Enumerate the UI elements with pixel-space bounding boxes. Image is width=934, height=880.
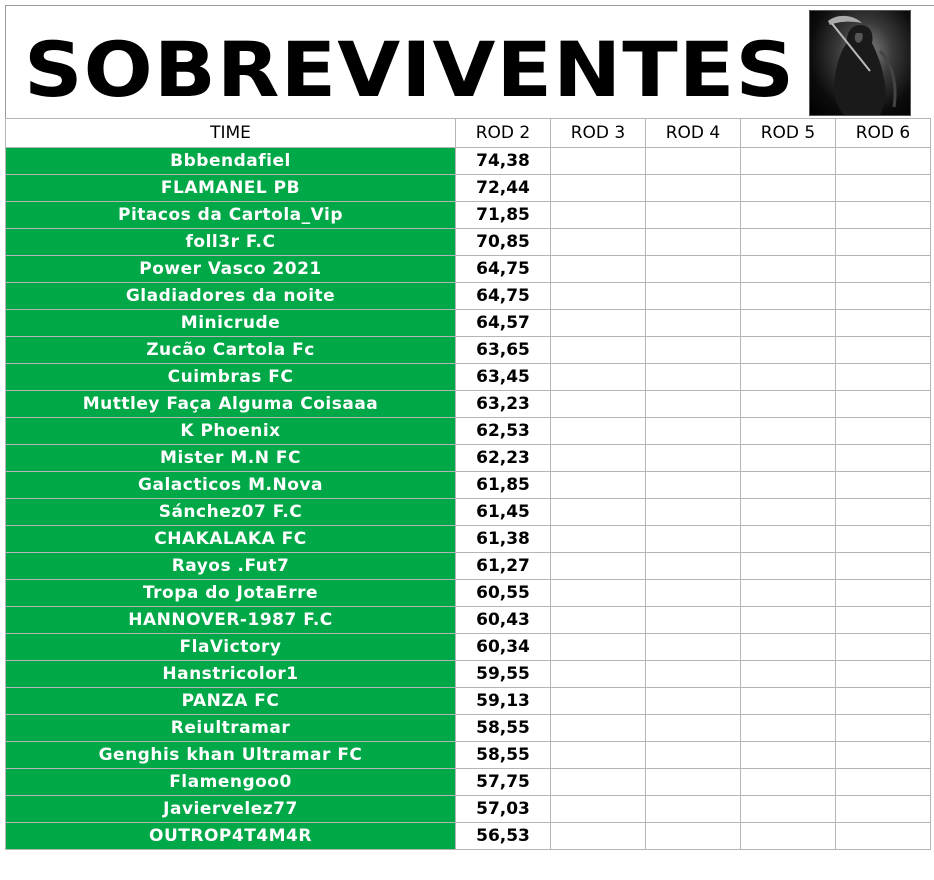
rod-6-cell[interactable] — [836, 337, 931, 364]
rod-4-cell[interactable] — [646, 607, 741, 634]
rod-3-cell[interactable] — [551, 202, 646, 229]
rod-5-cell[interactable] — [741, 148, 836, 175]
rod-6-cell[interactable] — [836, 607, 931, 634]
team-cell[interactable]: CHAKALAKA FC — [6, 526, 456, 553]
rod-6-cell[interactable] — [836, 580, 931, 607]
team-cell[interactable]: Galacticos M.Nova — [6, 472, 456, 499]
rod-4-cell[interactable] — [646, 499, 741, 526]
rod-5-cell[interactable] — [741, 310, 836, 337]
team-cell[interactable]: HANNOVER-1987 F.C — [6, 607, 456, 634]
rod-3-cell[interactable] — [551, 499, 646, 526]
rod2-score-cell[interactable]: 60,55 — [456, 580, 551, 607]
rod-5-cell[interactable] — [741, 580, 836, 607]
rod-3-cell[interactable] — [551, 823, 646, 850]
table-row — [6, 148, 931, 175]
rod-5-cell[interactable] — [741, 688, 836, 715]
rod2-score-cell[interactable]: 60,43 — [456, 607, 551, 634]
rod-4-cell[interactable] — [646, 688, 741, 715]
rod2-score-cell[interactable]: 64,57 — [456, 310, 551, 337]
rod-5-cell[interactable] — [741, 553, 836, 580]
rod-5-cell[interactable] — [741, 607, 836, 634]
rod-3-cell[interactable] — [551, 229, 646, 256]
rod-4-cell[interactable] — [646, 337, 741, 364]
rod-3-cell[interactable] — [551, 580, 646, 607]
table-row — [6, 202, 931, 229]
rod2-score-cell[interactable]: 61,85 — [456, 472, 551, 499]
rod-4-cell[interactable] — [646, 310, 741, 337]
table-row — [6, 607, 931, 634]
rod-3-cell[interactable] — [551, 553, 646, 580]
rod2-score-cell[interactable]: 61,45 — [456, 499, 551, 526]
rod-6-cell[interactable] — [836, 418, 931, 445]
rod-3-cell[interactable] — [551, 256, 646, 283]
team-cell[interactable]: FlaVictory — [6, 634, 456, 661]
rod2-score-cell[interactable]: 58,55 — [456, 742, 551, 769]
reaper-figure-icon — [810, 11, 910, 115]
table-row — [6, 634, 931, 661]
table-row — [6, 661, 931, 688]
rod-6-cell[interactable] — [836, 256, 931, 283]
rod-5-cell[interactable] — [741, 445, 836, 472]
rod-4-cell[interactable] — [646, 715, 741, 742]
rod-5-cell[interactable] — [741, 364, 836, 391]
rod-4-cell[interactable] — [646, 283, 741, 310]
rod-3-cell[interactable] — [551, 742, 646, 769]
rod-4-cell[interactable] — [646, 823, 741, 850]
rod-3-cell[interactable] — [551, 661, 646, 688]
rod-5-cell[interactable] — [741, 256, 836, 283]
table-row — [6, 391, 931, 418]
rod2-score-cell[interactable]: 59,55 — [456, 661, 551, 688]
table-row — [6, 796, 931, 823]
rod-4-cell[interactable] — [646, 148, 741, 175]
table-row — [6, 229, 931, 256]
rod2-score-cell[interactable]: 62,53 — [456, 418, 551, 445]
rod-4-cell[interactable] — [646, 256, 741, 283]
rod2-score-cell[interactable]: 61,38 — [456, 526, 551, 553]
rod2-score-cell[interactable]: 61,27 — [456, 553, 551, 580]
table-row — [6, 499, 931, 526]
rod-4-cell[interactable] — [646, 661, 741, 688]
rod2-score-cell[interactable]: 62,23 — [456, 445, 551, 472]
rod-4-cell[interactable] — [646, 769, 741, 796]
rod-6-cell[interactable] — [836, 796, 931, 823]
team-cell[interactable]: Tropa do JotaErre — [6, 580, 456, 607]
table-row — [6, 418, 931, 445]
team-cell[interactable]: Hanstricolor1 — [6, 661, 456, 688]
rod2-score-cell[interactable]: 70,85 — [456, 229, 551, 256]
rod-5-cell[interactable] — [741, 391, 836, 418]
rod-6-cell[interactable] — [836, 661, 931, 688]
header-rod-6[interactable]: ROD 6 — [836, 119, 931, 148]
rod2-score-cell[interactable]: 64,75 — [456, 283, 551, 310]
rod-5-cell[interactable] — [741, 769, 836, 796]
rod-6-cell[interactable] — [836, 229, 931, 256]
rod-6-cell[interactable] — [836, 472, 931, 499]
header-time[interactable]: TIME — [6, 119, 456, 148]
rod-5-cell[interactable] — [741, 229, 836, 256]
rod-5-cell[interactable] — [741, 337, 836, 364]
team-cell[interactable]: Mister M.N FC — [6, 445, 456, 472]
team-cell[interactable]: Flamengoo0 — [6, 769, 456, 796]
rod-4-cell[interactable] — [646, 202, 741, 229]
rod-4-cell[interactable] — [646, 742, 741, 769]
rod2-score-cell[interactable]: 71,85 — [456, 202, 551, 229]
rod-6-cell[interactable] — [836, 553, 931, 580]
rod-3-cell[interactable] — [551, 688, 646, 715]
rod-6-cell[interactable] — [836, 175, 931, 202]
rod2-score-cell[interactable]: 63,65 — [456, 337, 551, 364]
rod-6-cell[interactable] — [836, 364, 931, 391]
rod-5-cell[interactable] — [741, 499, 836, 526]
table-row — [6, 445, 931, 472]
rod-3-cell[interactable] — [551, 715, 646, 742]
header-rod-2[interactable]: ROD 2 — [456, 119, 551, 148]
team-cell[interactable]: Gladiadores da noite — [6, 283, 456, 310]
table-row — [6, 715, 931, 742]
reaper-image — [809, 10, 911, 116]
standings-table — [5, 118, 931, 850]
table-row — [6, 472, 931, 499]
rod-6-cell[interactable] — [836, 742, 931, 769]
team-cell[interactable]: Sánchez07 F.C — [6, 499, 456, 526]
table-row — [6, 526, 931, 553]
rod-3-cell[interactable] — [551, 418, 646, 445]
rod-4-cell[interactable] — [646, 445, 741, 472]
team-cell[interactable]: FLAMANEL PB — [6, 175, 456, 202]
rod-4-cell[interactable] — [646, 553, 741, 580]
rod-6-cell[interactable] — [836, 499, 931, 526]
rod-3-cell[interactable] — [551, 445, 646, 472]
rod-4-cell[interactable] — [646, 580, 741, 607]
rod-3-cell[interactable] — [551, 769, 646, 796]
rod-3-cell[interactable] — [551, 148, 646, 175]
rod-6-cell[interactable] — [836, 391, 931, 418]
team-cell[interactable]: Rayos .Fut7 — [6, 553, 456, 580]
rod2-score-cell[interactable]: 58,55 — [456, 715, 551, 742]
rod-4-cell[interactable] — [646, 391, 741, 418]
rod-5-cell[interactable] — [741, 418, 836, 445]
rod-5-cell[interactable] — [741, 175, 836, 202]
page-title: SOBREVIVENTES — [24, 25, 796, 114]
team-cell[interactable]: Zucão Cartola Fc — [6, 337, 456, 364]
rod-4-cell[interactable] — [646, 796, 741, 823]
table-row — [6, 364, 931, 391]
rod-3-cell[interactable] — [551, 337, 646, 364]
rod-6-cell[interactable] — [836, 823, 931, 850]
rod-5-cell[interactable] — [741, 742, 836, 769]
rod-3-cell[interactable] — [551, 607, 646, 634]
header-rod-3[interactable]: ROD 3 — [551, 119, 646, 148]
table-row — [6, 580, 931, 607]
rod-3-cell[interactable] — [551, 526, 646, 553]
rod-6-cell[interactable] — [836, 445, 931, 472]
table-row — [6, 175, 931, 202]
rod-4-cell[interactable] — [646, 175, 741, 202]
rod-6-cell[interactable] — [836, 715, 931, 742]
rod-4-cell[interactable] — [646, 472, 741, 499]
team-cell[interactable]: Cuimbras FC — [6, 364, 456, 391]
rod2-score-cell[interactable]: 63,23 — [456, 391, 551, 418]
table-row — [6, 283, 931, 310]
rod-3-cell[interactable] — [551, 364, 646, 391]
header-rod-5[interactable]: ROD 5 — [741, 119, 836, 148]
rod-5-cell[interactable] — [741, 283, 836, 310]
rod-5-cell[interactable] — [741, 661, 836, 688]
rod-3-cell[interactable] — [551, 634, 646, 661]
rod-5-cell[interactable] — [741, 472, 836, 499]
rod2-score-cell[interactable]: 56,53 — [456, 823, 551, 850]
team-cell[interactable]: Pitacos da Cartola_Vip — [6, 202, 456, 229]
rod-6-cell[interactable] — [836, 202, 931, 229]
rod2-score-cell[interactable]: 59,13 — [456, 688, 551, 715]
rod-6-cell[interactable] — [836, 148, 931, 175]
team-cell[interactable]: PANZA FC — [6, 688, 456, 715]
table-row — [6, 769, 931, 796]
team-cell[interactable]: K Phoenix — [6, 418, 456, 445]
table-row — [6, 688, 931, 715]
rod2-score-cell[interactable]: 57,03 — [456, 796, 551, 823]
rod-4-cell[interactable] — [646, 364, 741, 391]
rod-3-cell[interactable] — [551, 310, 646, 337]
team-cell[interactable]: foll3r F.C — [6, 229, 456, 256]
team-cell[interactable]: Javiervelez77 — [6, 796, 456, 823]
rod-5-cell[interactable] — [741, 202, 836, 229]
rod2-score-cell[interactable]: 57,75 — [456, 769, 551, 796]
team-cell[interactable]: Muttley Faça Alguma Coisaaa — [6, 391, 456, 418]
rod2-score-cell[interactable]: 63,45 — [456, 364, 551, 391]
rod-5-cell[interactable] — [741, 796, 836, 823]
rod-3-cell[interactable] — [551, 472, 646, 499]
team-cell[interactable]: Reiultramar — [6, 715, 456, 742]
table-row — [6, 256, 931, 283]
table-row — [6, 337, 931, 364]
header-rod-4[interactable]: ROD 4 — [646, 119, 741, 148]
rod-5-cell[interactable] — [741, 526, 836, 553]
header-row — [6, 119, 931, 148]
rod-4-cell[interactable] — [646, 418, 741, 445]
rod-4-cell[interactable] — [646, 634, 741, 661]
rod-5-cell[interactable] — [741, 823, 836, 850]
table-row — [6, 742, 931, 769]
team-cell[interactable]: OUTROP4T4M4R — [6, 823, 456, 850]
rod2-score-cell[interactable]: 64,75 — [456, 256, 551, 283]
title-banner — [5, 5, 934, 118]
table-row — [6, 310, 931, 337]
rod-3-cell[interactable] — [551, 283, 646, 310]
rod-3-cell[interactable] — [551, 391, 646, 418]
rod2-score-cell[interactable]: 74,38 — [456, 148, 551, 175]
rod2-score-cell[interactable]: 60,34 — [456, 634, 551, 661]
table-row — [6, 823, 931, 850]
rod-4-cell[interactable] — [646, 229, 741, 256]
team-cell[interactable]: Genghis khan Ultramar FC — [6, 742, 456, 769]
rod-3-cell[interactable] — [551, 796, 646, 823]
rod-6-cell[interactable] — [836, 688, 931, 715]
rod-5-cell[interactable] — [741, 634, 836, 661]
table-row — [6, 553, 931, 580]
team-cell[interactable]: Bbbendafiel — [6, 148, 456, 175]
rod-5-cell[interactable] — [741, 715, 836, 742]
rod-6-cell[interactable] — [836, 634, 931, 661]
rod-4-cell[interactable] — [646, 526, 741, 553]
rod-6-cell[interactable] — [836, 310, 931, 337]
rod-3-cell[interactable] — [551, 175, 646, 202]
rod-6-cell[interactable] — [836, 283, 931, 310]
rod2-score-cell[interactable]: 72,44 — [456, 175, 551, 202]
team-cell[interactable]: Power Vasco 2021 — [6, 256, 456, 283]
rod-6-cell[interactable] — [836, 526, 931, 553]
team-cell[interactable]: Minicrude — [6, 310, 456, 337]
rod-6-cell[interactable] — [836, 769, 931, 796]
